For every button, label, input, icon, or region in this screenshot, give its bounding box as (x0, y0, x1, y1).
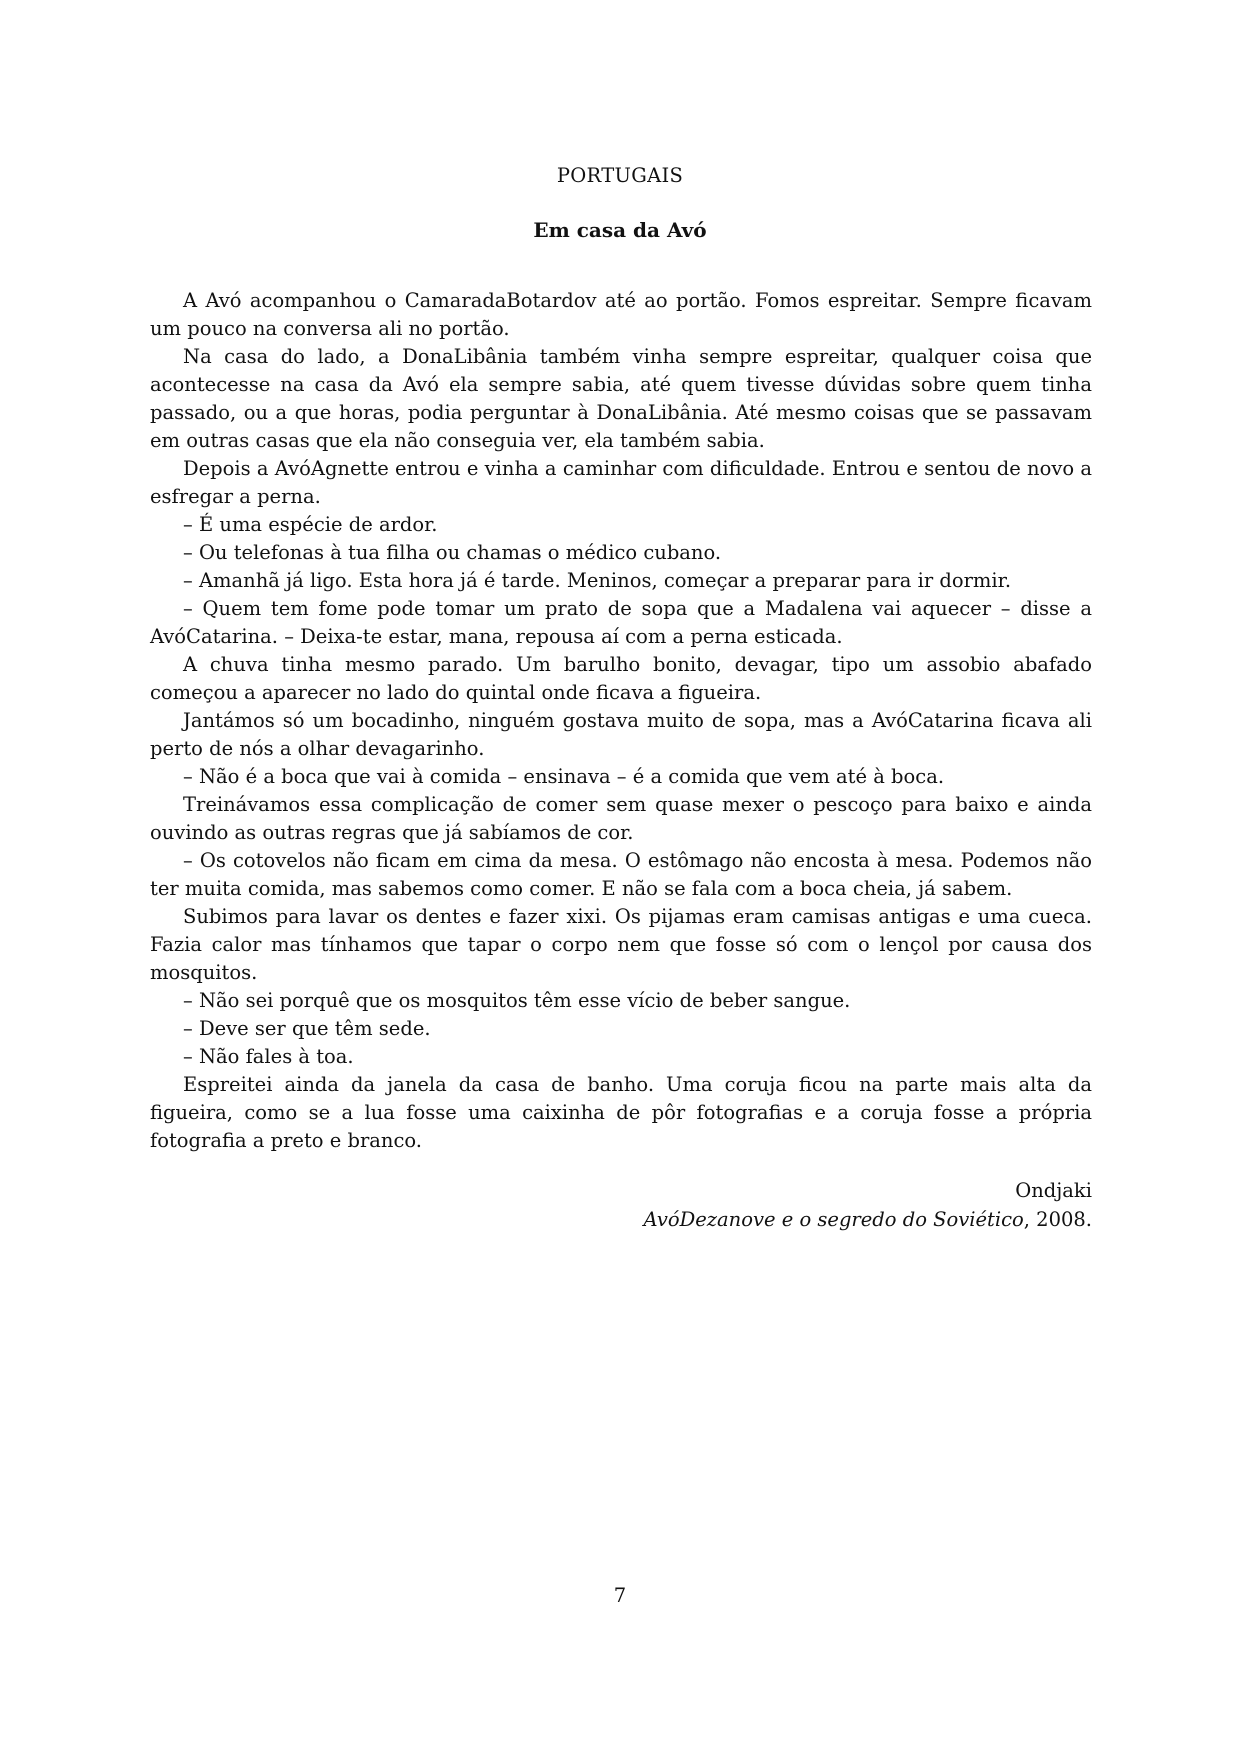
publication-year: , 2008. (1023, 1208, 1092, 1231)
dialogue-line: – Ou telefonas à tua filha ou chamas o médico cubano. (183, 541, 722, 564)
paragraph: Depois a AvóAgnette entrou e vinha a caminhar com dificuldade. Entrou e sentou de novo a esfregar a perna. (150, 457, 1092, 508)
author-name: Ondjaki (1015, 1179, 1092, 1202)
dialogue-line: – Quem tem fome pode tomar um prato de sopa que a Madalena vai aquecer – disse a AvóCatarina. – Deixa-te estar, mana, repousa aí com a perna esticada. (150, 597, 1092, 648)
page-number: 7 (613, 1584, 627, 1607)
dialogue-line: – É uma espécie de ardor. (183, 513, 438, 536)
dialogue-line: – Os cotovelos não ficam em cima da mesa. O estômago não encosta à mesa. Podemos não ter muita comida, mas sabemos como comer. E não se fala com a boca cheia, já sabem. (150, 849, 1092, 900)
source-citation (150, 1205, 1092, 1234)
paragraph: Treinávamos essa complicação de comer sem quase mexer o pescoço para baixo e ainda ouvindo as outras regras que já sabíamos de cor. (150, 793, 1092, 844)
dialogue-line: – Deve ser que têm sede. (183, 1017, 431, 1040)
dialogue-line: – Não sei porquê que os mosquitos têm esse vício de beber sangue. (183, 989, 851, 1012)
source-attribution (150, 1176, 1092, 1234)
paragraph: Jantámos só um bocadinho, ninguém gostava muito de sopa, mas a AvóCatarina ficava ali perto de nós a olhar devagarinho. (150, 709, 1092, 760)
paragraph: Subimos para lavar os dentes e fazer xixi. Os pijamas eram camisas antigas e uma cueca. Fazia calor mas tínhamos que tapar o corpo nem que fosse só com o lençol por causa dos mosquitos. (150, 905, 1092, 984)
paragraph: A chuva tinha mesmo parado. Um barulho bonito, devagar, tipo um assobio abafado começou a aparecer no lado do quintal onde ficava a figueira. (150, 653, 1092, 704)
paragraph: Espreitei ainda da janela da casa de banho. Uma coruja ficou na parte mais alta da figueira, como se a lua fosse uma caixinha de pôr fotografias e a coruja fosse a própria fotografia a preto e branco. (150, 1073, 1092, 1152)
paragraph: Na casa do lado, a DonaLibânia também vinha sempre espreitar, qualquer coisa que acontecesse na casa da Avó ela sempre sabia, até quem tivesse dúvidas sobre quem tinha passado, ou a que horas, podia perguntar à DonaLibânia. Até mesmo coisas que se passavam em outras casas que ela não conseguia ver, ela também sabia. (150, 345, 1092, 452)
dialogue-line: – Não é a boca que vai à comida – ensinava – é a comida que vem até à boca. (183, 765, 945, 788)
subject-heading: PORTUGAIS (556, 164, 684, 187)
text-title: Em casa da Avó (533, 218, 707, 242)
dialogue-line: – Amanhã já ligo. Esta hora já é tarde. Meninos, começar a preparar para ir dormir. (183, 569, 1012, 592)
dialogue-line: – Não fales à toa. (183, 1045, 354, 1068)
work-title: AvóDezanove e o segredo do Soviético (643, 1208, 1024, 1231)
body-text (150, 287, 1092, 1155)
paragraph: A Avó acompanhou o CamaradaBotardov até ao portão. Fomos espreitar. Sempre ficavam um pouco na conversa ali no portão. (150, 289, 1092, 340)
